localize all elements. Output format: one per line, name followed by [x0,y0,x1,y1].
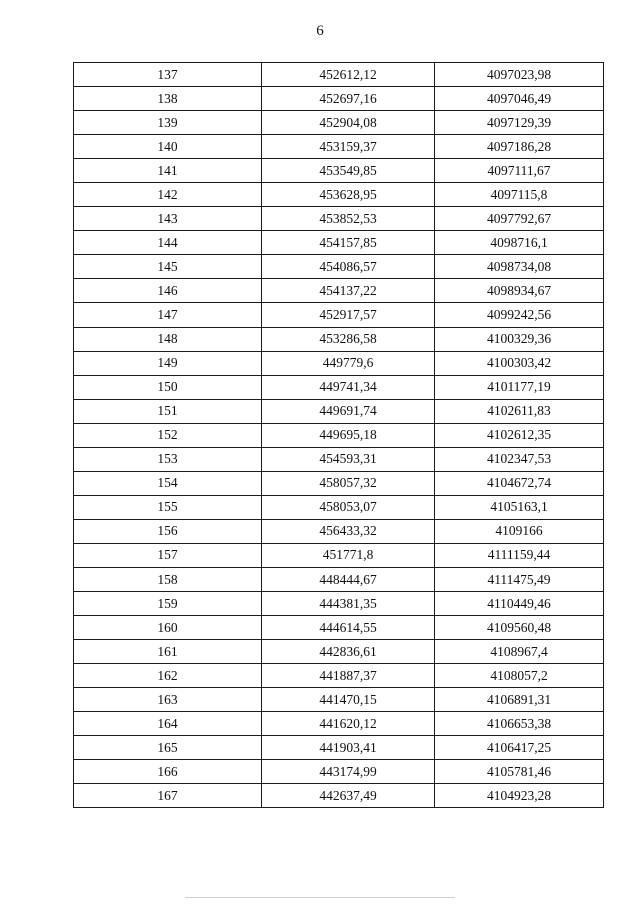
point-number-cell: 140 [74,135,262,159]
table-row [74,327,604,351]
y-coordinate-cell: 4111159,44 [435,543,604,567]
y-coordinate-cell: 4098734,08 [435,255,604,279]
y-coordinate-cell: 4100303,42 [435,351,604,375]
table-row [74,495,604,519]
table-row [74,423,604,447]
table-row [74,640,604,664]
x-coordinate-cell: 441887,37 [262,664,435,688]
y-coordinate-cell: 4097186,28 [435,135,604,159]
table-row [74,303,604,327]
x-coordinate-cell: 453628,95 [262,183,435,207]
point-number-cell: 142 [74,183,262,207]
coordinates-table [73,62,604,808]
x-coordinate-cell: 453286,58 [262,327,435,351]
point-number-cell: 154 [74,471,262,495]
point-number-cell: 164 [74,712,262,736]
point-number-cell: 157 [74,543,262,567]
table-row [74,519,604,543]
y-coordinate-cell: 4102611,83 [435,399,604,423]
page-number: 6 [316,23,324,39]
y-coordinate-cell: 4109166 [435,519,604,543]
x-coordinate-cell: 449779,6 [262,351,435,375]
coordinates-table-body [74,63,604,808]
y-coordinate-cell: 4101177,19 [435,375,604,399]
x-coordinate-cell: 444614,55 [262,616,435,640]
y-coordinate-cell: 4097792,67 [435,207,604,231]
table-row [74,183,604,207]
point-number-cell: 147 [74,303,262,327]
table-row [74,63,604,87]
point-number-cell: 162 [74,664,262,688]
point-number-cell: 145 [74,255,262,279]
point-number-cell: 152 [74,423,262,447]
point-number-cell: 160 [74,616,262,640]
y-coordinate-cell: 4106891,31 [435,688,604,712]
x-coordinate-cell: 454086,57 [262,255,435,279]
y-coordinate-cell: 4102347,53 [435,447,604,471]
y-coordinate-cell: 4097129,39 [435,111,604,135]
x-coordinate-cell: 452904,08 [262,111,435,135]
y-coordinate-cell: 4109560,48 [435,616,604,640]
x-coordinate-cell: 453159,37 [262,135,435,159]
x-coordinate-cell: 441470,15 [262,688,435,712]
point-number-cell: 146 [74,279,262,303]
point-number-cell: 156 [74,519,262,543]
y-coordinate-cell: 4100329,36 [435,327,604,351]
y-coordinate-cell: 4097115,8 [435,183,604,207]
x-coordinate-cell: 453852,53 [262,207,435,231]
point-number-cell: 167 [74,784,262,808]
y-coordinate-cell: 4105781,46 [435,760,604,784]
table-row [74,399,604,423]
table-row [74,279,604,303]
x-coordinate-cell: 454593,31 [262,447,435,471]
point-number-cell: 151 [74,399,262,423]
point-number-cell: 165 [74,736,262,760]
y-coordinate-cell: 4098716,1 [435,231,604,255]
x-coordinate-cell: 454157,85 [262,231,435,255]
table-row [74,712,604,736]
x-coordinate-cell: 449691,74 [262,399,435,423]
x-coordinate-cell: 449695,18 [262,423,435,447]
x-coordinate-cell: 443174,99 [262,760,435,784]
x-coordinate-cell: 452917,57 [262,303,435,327]
table-row [74,231,604,255]
point-number-cell: 155 [74,495,262,519]
point-number-cell: 159 [74,592,262,616]
table-row [74,135,604,159]
x-coordinate-cell: 458053,07 [262,495,435,519]
x-coordinate-cell: 458057,32 [262,471,435,495]
y-coordinate-cell: 4108967,4 [435,640,604,664]
table-row [74,736,604,760]
x-coordinate-cell: 454137,22 [262,279,435,303]
table-row [74,567,604,591]
point-number-cell: 150 [74,375,262,399]
x-coordinate-cell: 448444,67 [262,567,435,591]
x-coordinate-cell: 451771,8 [262,543,435,567]
y-coordinate-cell: 4106653,38 [435,712,604,736]
point-number-cell: 166 [74,760,262,784]
y-coordinate-cell: 4110449,46 [435,592,604,616]
y-coordinate-cell: 4105163,1 [435,495,604,519]
y-coordinate-cell: 4099242,56 [435,303,604,327]
table-row [74,471,604,495]
point-number-cell: 149 [74,351,262,375]
point-number-cell: 139 [74,111,262,135]
table-row [74,592,604,616]
point-number-cell: 138 [74,87,262,111]
x-coordinate-cell: 442836,61 [262,640,435,664]
x-coordinate-cell: 444381,35 [262,592,435,616]
table-row [74,664,604,688]
point-number-cell: 158 [74,567,262,591]
bottom-divider [185,897,455,898]
point-number-cell: 143 [74,207,262,231]
table-row [74,688,604,712]
point-number-cell: 161 [74,640,262,664]
x-coordinate-cell: 441620,12 [262,712,435,736]
y-coordinate-cell: 4097111,67 [435,159,604,183]
y-coordinate-cell: 4104672,74 [435,471,604,495]
point-number-cell: 144 [74,231,262,255]
point-number-cell: 137 [74,63,262,87]
point-number-cell: 141 [74,159,262,183]
y-coordinate-cell: 4106417,25 [435,736,604,760]
x-coordinate-cell: 453549,85 [262,159,435,183]
x-coordinate-cell: 452612,12 [262,63,435,87]
table-row [74,111,604,135]
table-row [74,207,604,231]
x-coordinate-cell: 449741,34 [262,375,435,399]
x-coordinate-cell: 442637,49 [262,784,435,808]
table-row [74,87,604,111]
table-row [74,255,604,279]
table-row [74,616,604,640]
point-number-cell: 148 [74,327,262,351]
y-coordinate-cell: 4108057,2 [435,664,604,688]
y-coordinate-cell: 4097023,98 [435,63,604,87]
x-coordinate-cell: 452697,16 [262,87,435,111]
table-row [74,375,604,399]
y-coordinate-cell: 4098934,67 [435,279,604,303]
y-coordinate-cell: 4104923,28 [435,784,604,808]
table-row [74,159,604,183]
table-row [74,543,604,567]
y-coordinate-cell: 4111475,49 [435,567,604,591]
y-coordinate-cell: 4097046,49 [435,87,604,111]
table-row [74,784,604,808]
x-coordinate-cell: 441903,41 [262,736,435,760]
point-number-cell: 163 [74,688,262,712]
y-coordinate-cell: 4102612,35 [435,423,604,447]
x-coordinate-cell: 456433,32 [262,519,435,543]
table-row [74,760,604,784]
table-row [74,447,604,471]
point-number-cell: 153 [74,447,262,471]
table-row [74,351,604,375]
